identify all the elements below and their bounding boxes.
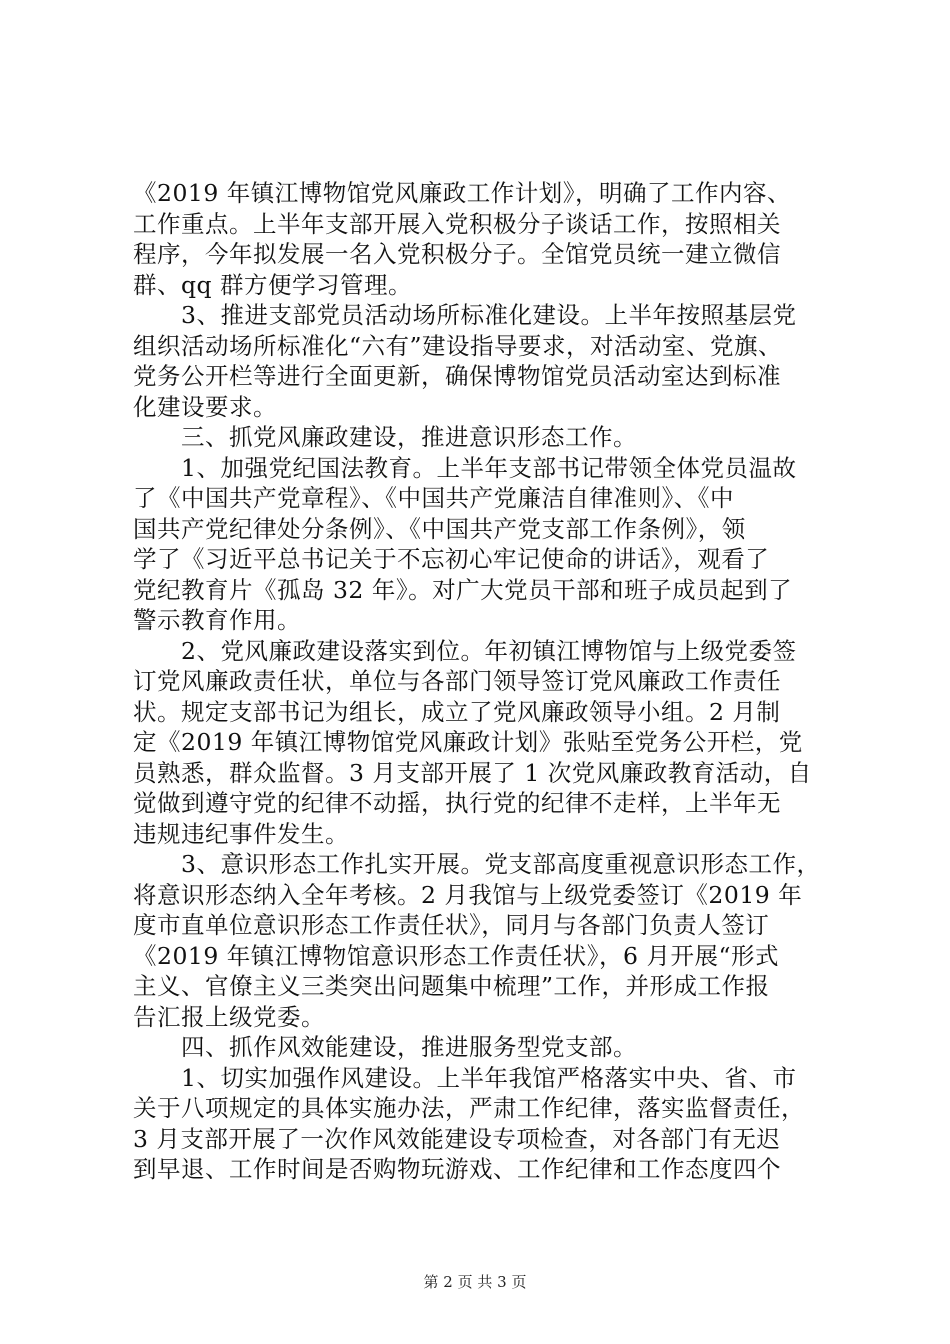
text-line: 程序，今年拟发展一名入党积极分子。全馆党员统一建立微信 [133, 240, 781, 268]
text-line: 将意识形态纳入全年考核。2 月我馆与上级党委签订《2019 年 [133, 880, 803, 909]
text-line: 1、切实加强作风建设。上半年我馆严格落实中央、省、市 [133, 1063, 797, 1092]
text-line: 1、加强党纪国法教育。上半年支部书记带领全体党员温故 [133, 453, 797, 482]
text-line: 党纪教育片《孤岛 32 年》。对广大党员干部和班子成员起到了 [133, 575, 793, 604]
text-line: 了《中国共产党章程》、《中国共产党廉洁自律准则》、《中 [133, 484, 734, 512]
text-line: 状。规定支部书记为组长，成立了党风廉政领导小组。2 月制 [133, 697, 781, 726]
text-line: 工作重点。上半年支部开展入党积极分子谈话工作，按照相关 [133, 209, 781, 238]
text-line: 国共产党纪律处分条例》、《中国共产党支部工作条例》，领 [133, 514, 746, 543]
text-line: 告汇报上级党委。 [133, 1002, 325, 1031]
text-line: 学了《习近平总书记关于不忘初心牢记使命的讲话》，观看了 [133, 545, 770, 573]
text-line: 3、意识形态工作扎实开展。党支部高度重视意识形态工作， [133, 850, 821, 878]
text-line: 主义、官僚主义三类突出问题集中梳理”工作，并形成工作报 [133, 972, 770, 1000]
text-line: 2、党风廉政建设落实到位。年初镇江博物馆与上级党委签 [133, 636, 797, 665]
text-line: 违规违纪事件发生。 [133, 819, 349, 848]
text-line: 组织活动场所标准化“六有”建设指导要求，对活动室、党旗、 [133, 331, 783, 360]
text-line: 到早退、工作时间是否购物玩游戏、工作纪律和工作态度四个 [133, 1155, 781, 1183]
section-heading: 三、抓党风廉政建设，推进意识形态工作。 [133, 423, 637, 451]
page-footer: 第 2 页 共 3 页 [423, 1273, 527, 1291]
section-heading: 四、抓作风效能建设，推进服务型党支部。 [133, 1033, 637, 1061]
text-line: 订党风廉政责任状，单位与各部门领导签订党风廉政工作责任 [133, 667, 781, 695]
text-line: 《2019 年镇江博物馆意识形态工作责任状》，6 月开展“形式 [133, 941, 779, 970]
text-line: 党务公开栏等进行全面更新，确保博物馆党员活动室达到标准 [133, 362, 781, 390]
text-line: 觉做到遵守党的纪律不动摇，执行党的纪律不走样，上半年无 [133, 789, 781, 817]
document-body [133, 178, 833, 1185]
text-line: 定《2019 年镇江博物馆党风廉政计划》张贴至党务公开栏，党 [133, 728, 803, 756]
text-line: 3 月支部开展了一次作风效能建设专项检查，对各部门有无迟 [133, 1124, 781, 1153]
text-line: 3、推进支部党员活动场所标准化建设。上半年按照基层党 [133, 301, 797, 329]
text-line: 《2019 年镇江博物馆党风廉政工作计划》，明确了工作内容、 [133, 179, 792, 207]
text-line: 度市直单位意识形态工作责任状》，同月与各部门负责人签订 [133, 911, 770, 939]
text-line: 化建设要求。 [133, 392, 277, 421]
text-line: 群、qq 群方便学习管理。 [133, 270, 413, 299]
text-line: 员熟悉，群众监督。3 月支部开展了 1 次党风廉政教育活动，自 [133, 758, 812, 787]
text-line: 关于八项规定的具体实施办法，严肃工作纪律，落实监督责任， [133, 1094, 805, 1122]
text-line: 警示教育作用。 [133, 606, 301, 634]
